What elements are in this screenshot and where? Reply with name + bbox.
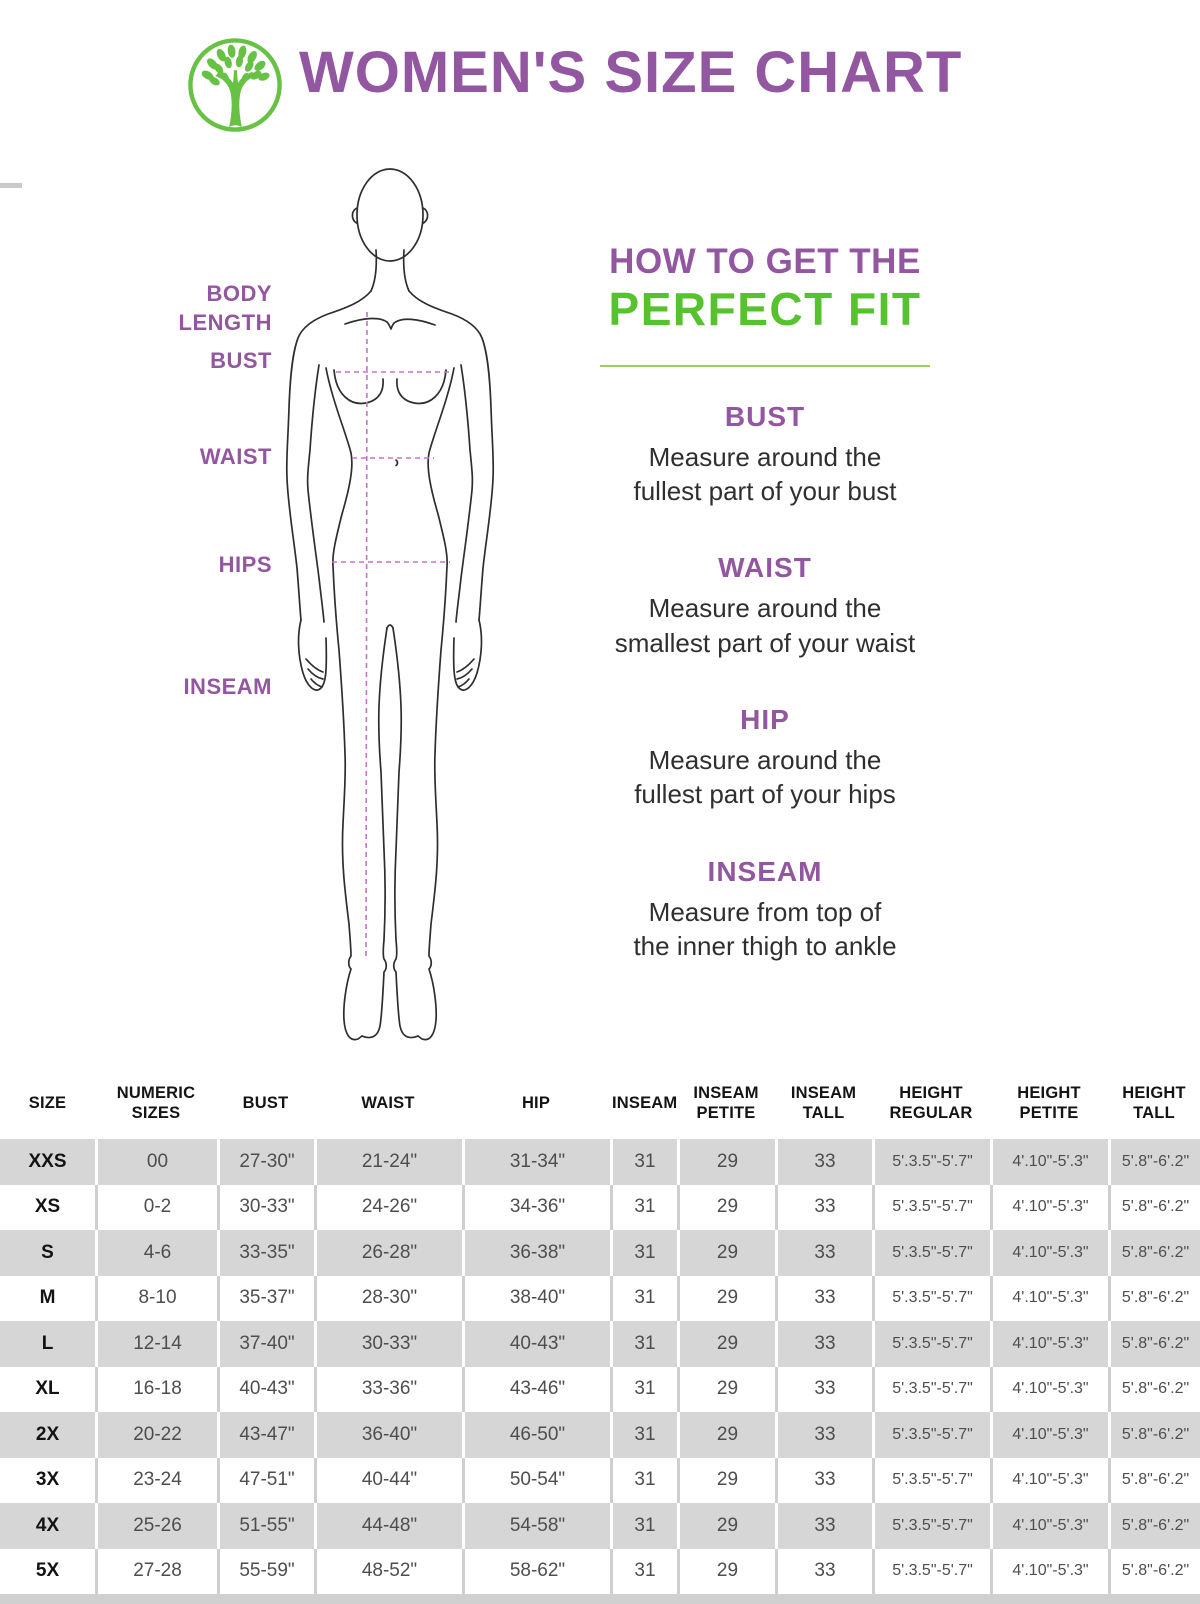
table-cell: 31 [610, 1367, 677, 1413]
howto-waist-text-line2: smallest part of your waist [614, 627, 916, 658]
table-cell: 30-33" [314, 1321, 462, 1367]
table-cell: 40-43" [462, 1321, 610, 1367]
table-cell: 33-35" [217, 1230, 314, 1276]
table-cell: 00 [95, 1139, 217, 1185]
howto-hip-title: HIP [740, 704, 790, 736]
table-cell: 29 [677, 1367, 775, 1413]
size-cell: XL [0, 1367, 95, 1413]
size-cell: M [0, 1276, 95, 1322]
size-cell: 2X [0, 1412, 95, 1458]
howto-waist-title: WAIST [718, 552, 812, 584]
table-row [0, 1185, 1200, 1231]
table-cell: 0-2 [95, 1185, 217, 1231]
table-cell: 48-52" [314, 1549, 462, 1595]
column-header: HEIGHT TALL [1122, 1083, 1186, 1122]
body-length-inseam-dash-line [366, 312, 367, 958]
table-cell: 4'.10"-5'.3" [990, 1185, 1108, 1231]
figure-label-body-length: BODY LENGTH [178, 281, 272, 335]
table-cell: 5'.8"-6'.2" [1108, 1230, 1200, 1276]
howto-bust-title: BUST [724, 400, 806, 432]
table-cell: 29 [677, 1230, 775, 1276]
table-cell: 8-10 [95, 1276, 217, 1322]
table-cell: 33-36" [314, 1367, 462, 1413]
table-cell: 58-62" [462, 1549, 610, 1595]
table-cell: 23-24 [95, 1458, 217, 1504]
size-cell: XS [0, 1185, 95, 1231]
column-header: INSEAM PETITE [693, 1083, 759, 1122]
table-cell: 26-28" [314, 1230, 462, 1276]
table-cell: 5'.8"-6'.2" [1108, 1367, 1200, 1413]
size-cell: L [0, 1321, 95, 1367]
table-cell: 20-22 [95, 1412, 217, 1458]
table-cell: 43-47" [217, 1412, 314, 1458]
table-cell: 40-44" [314, 1458, 462, 1504]
table-cell: 33 [775, 1321, 872, 1367]
howto-bust-text-line2: fullest part of your bust [633, 476, 897, 507]
table-cell: 4'.10"-5'.3" [990, 1549, 1108, 1595]
table-cell: 31 [610, 1549, 677, 1595]
table-cell: 5'.8"-6'.2" [1108, 1321, 1200, 1367]
table-cell: 24-26" [314, 1185, 462, 1231]
column-header: HEIGHT PETITE [1017, 1083, 1081, 1122]
table-cell: 31-34" [462, 1139, 610, 1185]
how-to-section [555, 242, 975, 1007]
size-cell: XXS [0, 1139, 95, 1185]
howto-bust-section [555, 401, 975, 509]
howto-waist-section [555, 552, 975, 660]
table-cell: 31 [610, 1230, 677, 1276]
size-table-body [0, 1139, 1200, 1594]
table-cell: 4'.10"-5'.3" [990, 1321, 1108, 1367]
table-row [0, 1503, 1200, 1549]
table-cell: 5'.3.5"-5'.7" [872, 1549, 990, 1595]
column-header: BUST [242, 1093, 289, 1112]
figure-label-waist: WAIST [199, 444, 272, 469]
table-cell: 33 [775, 1458, 872, 1504]
table-cell: 33 [775, 1412, 872, 1458]
green-divider [600, 365, 930, 367]
table-cell: 31 [610, 1503, 677, 1549]
table-cell: 31 [610, 1276, 677, 1322]
table-cell: 5'.3.5"-5'.7" [872, 1503, 990, 1549]
table-cell: 29 [677, 1412, 775, 1458]
figure-label-hips: HIPS [218, 552, 272, 577]
table-cell: 35-37" [217, 1276, 314, 1322]
table-cell: 5'.3.5"-5'.7" [872, 1276, 990, 1322]
table-cell: 40-43" [217, 1367, 314, 1413]
table-cell: 27-28 [95, 1549, 217, 1595]
brand-logo [186, 36, 284, 134]
table-cell: 54-58" [462, 1503, 610, 1549]
table-cell: 4'.10"-5'.3" [990, 1276, 1108, 1322]
table-cell: 55-59" [217, 1549, 314, 1595]
column-header: INSEAM [612, 1093, 678, 1112]
table-cell: 33 [775, 1276, 872, 1322]
table-cell: 31 [610, 1139, 677, 1185]
table-cell: 5'.8"-6'.2" [1108, 1549, 1200, 1595]
column-header: WAIST [361, 1093, 415, 1112]
table-cell: 5'.8"-6'.2" [1108, 1503, 1200, 1549]
howto-inseam-title: INSEAM [707, 855, 823, 887]
table-cell: 34-36" [462, 1185, 610, 1231]
table-cell: 5'.3.5"-5'.7" [872, 1139, 990, 1185]
table-cell: 25-26 [95, 1503, 217, 1549]
table-cell: 5'.3.5"-5'.7" [872, 1412, 990, 1458]
table-cell: 36-40" [314, 1412, 462, 1458]
table-cell: 31 [610, 1321, 677, 1367]
table-cell: 5'.3.5"-5'.7" [872, 1321, 990, 1367]
table-cell: 4-6 [95, 1230, 217, 1276]
table-cell: 28-30" [314, 1276, 462, 1322]
table-cell: 31 [610, 1185, 677, 1231]
table-row [0, 1412, 1200, 1458]
table-cell: 51-55" [217, 1503, 314, 1549]
table-cell: 4'.10"-5'.3" [990, 1458, 1108, 1504]
figure-label-bust: BUST [210, 348, 272, 373]
size-chart-table [0, 1068, 1200, 1604]
table-cell: 27-30" [217, 1139, 314, 1185]
page-title: WOMEN'S SIZE CHART [299, 40, 963, 105]
table-cell: 31 [610, 1458, 677, 1504]
size-cell: S [0, 1230, 95, 1276]
table-row [0, 1139, 1200, 1185]
table-row [0, 1276, 1200, 1322]
column-header: NUMERIC SIZES [116, 1083, 196, 1122]
table-cell: 5'.3.5"-5'.7" [872, 1458, 990, 1504]
table-cell: 5'.8"-6'.2" [1108, 1139, 1200, 1185]
figure-label-inseam: INSEAM [183, 674, 272, 699]
howto-inseam-text-line2: the inner thigh to ankle [633, 931, 897, 962]
table-cell: 4'.10"-5'.3" [990, 1503, 1108, 1549]
table-cell: 44-48" [314, 1503, 462, 1549]
table-cell: 33 [775, 1367, 872, 1413]
table-cell: 29 [677, 1139, 775, 1185]
howto-waist-text-line1: Measure around the [648, 593, 882, 624]
howto-heading-line2: PERFECT FIT [608, 283, 922, 336]
column-header: INSEAM TALL [790, 1083, 857, 1122]
body-measurement-figure [270, 158, 500, 1048]
table-cell: 36-38" [462, 1230, 610, 1276]
size-cell: 4X [0, 1503, 95, 1549]
table-cell: 16-18 [95, 1367, 217, 1413]
table-cell: 33 [775, 1185, 872, 1231]
table-cell: 4'.10"-5'.3" [990, 1412, 1108, 1458]
table-cell: 12-14 [95, 1321, 217, 1367]
table-cell: 33 [775, 1230, 872, 1276]
howto-bust-text-line1: Measure around the [648, 441, 882, 472]
table-row [0, 1321, 1200, 1367]
table-cell: 21-24" [314, 1139, 462, 1185]
table-cell: 29 [677, 1549, 775, 1595]
table-cell: 29 [677, 1185, 775, 1231]
table-cell: 4'.10"-5'.3" [990, 1139, 1108, 1185]
table-cell: 5'.8"-6'.2" [1108, 1276, 1200, 1322]
table-bottom-strip [0, 1594, 1200, 1604]
table-cell: 33 [775, 1549, 872, 1595]
howto-hip-text-line1: Measure around the [648, 745, 882, 776]
table-cell: 5'.3.5"-5'.7" [872, 1367, 990, 1413]
table-cell: 5'.8"-6'.2" [1108, 1458, 1200, 1504]
table-cell: 29 [677, 1458, 775, 1504]
table-cell: 31 [610, 1412, 677, 1458]
howto-hip-section [555, 704, 975, 812]
table-cell: 33 [775, 1139, 872, 1185]
size-cell: 3X [0, 1458, 95, 1504]
howto-inseam-section [555, 856, 975, 964]
table-row [0, 1230, 1200, 1276]
size-cell: 5X [0, 1549, 95, 1595]
table-cell: 38-40" [462, 1276, 610, 1322]
howto-inseam-text-line1: Measure from top of [648, 896, 882, 927]
table-cell: 5'.8"-6'.2" [1108, 1412, 1200, 1458]
table-cell: 33 [775, 1503, 872, 1549]
table-cell: 5'.8"-6'.2" [1108, 1185, 1200, 1231]
table-cell: 5'.3.5"-5'.7" [872, 1230, 990, 1276]
page-edge-mark [0, 183, 22, 188]
column-header: SIZE [28, 1093, 67, 1112]
table-row [0, 1549, 1200, 1595]
table-cell: 43-46" [462, 1367, 610, 1413]
size-table-header [0, 1068, 1200, 1139]
table-cell: 47-51" [217, 1458, 314, 1504]
table-cell: 4'.10"-5'.3" [990, 1230, 1108, 1276]
table-cell: 4'.10"-5'.3" [990, 1367, 1108, 1413]
tree-logo-icon [186, 36, 284, 134]
table-cell: 5'.3.5"-5'.7" [872, 1185, 990, 1231]
column-header: HEIGHT REGULAR [889, 1083, 973, 1122]
table-cell: 46-50" [462, 1412, 610, 1458]
table-cell: 29 [677, 1503, 775, 1549]
table-row [0, 1367, 1200, 1413]
column-header: HIP [521, 1093, 551, 1112]
table-cell: 37-40" [217, 1321, 314, 1367]
howto-hip-text-line2: fullest part of your hips [634, 779, 896, 810]
table-row [0, 1458, 1200, 1504]
table-cell: 50-54" [462, 1458, 610, 1504]
table-cell: 30-33" [217, 1185, 314, 1231]
howto-heading-line1: HOW TO GET THE [609, 242, 921, 281]
table-cell: 29 [677, 1321, 775, 1367]
table-cell: 29 [677, 1276, 775, 1322]
